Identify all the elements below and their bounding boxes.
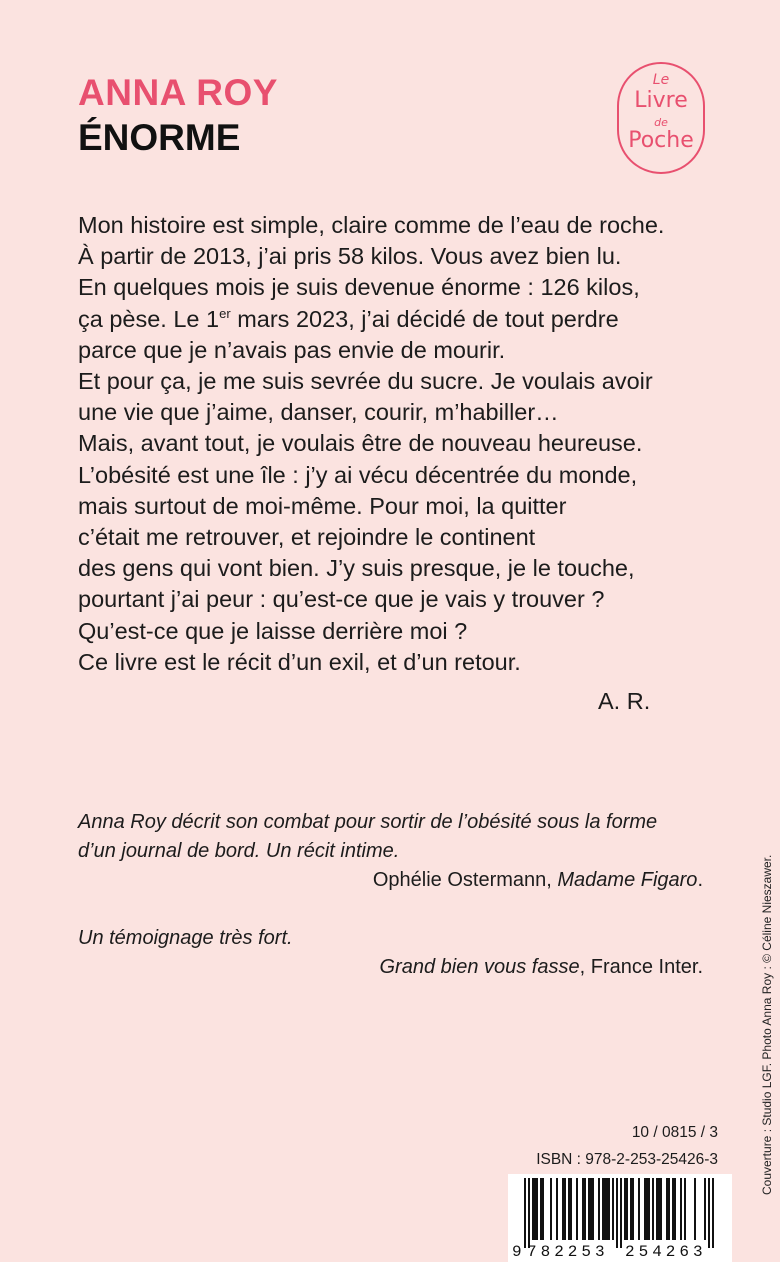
barcode-bar	[680, 1178, 682, 1240]
review-source-publication: Madame Figaro	[557, 869, 698, 891]
author-name: ANNA ROY	[78, 72, 278, 113]
barcode-bar	[524, 1178, 526, 1248]
ordinal-superscript: er	[219, 305, 231, 321]
blurb-line-part: mars 2023, j’ai décidé de tout perdre	[230, 305, 619, 332]
barcode-bar	[542, 1178, 544, 1240]
isbn-number: ISBN : 978-2-253-25426-3	[536, 1151, 718, 1168]
barcode-bar	[656, 1178, 658, 1240]
review-quote-line: Un témoignage très fort.	[78, 927, 293, 949]
barcode-bar	[592, 1178, 594, 1240]
barcode-bar	[674, 1178, 676, 1240]
barcode-bar	[666, 1178, 668, 1240]
barcode-bar	[646, 1178, 648, 1240]
blurb-line: mais surtout de moi-même. Pour moi, la quitter	[78, 492, 567, 519]
barcode-bar	[550, 1178, 552, 1240]
logo-text-le: Le	[652, 72, 670, 88]
barcode-bar	[612, 1178, 614, 1240]
blurb-line: c’était me retrouver, et rejoindre le continent	[78, 524, 536, 551]
press-review	[78, 924, 703, 982]
barcode-bar	[556, 1178, 558, 1240]
barcode-bar	[660, 1178, 662, 1240]
review-source-publication: Grand bien vous fasse	[379, 956, 580, 978]
barcode-bar	[598, 1178, 600, 1240]
barcode-bar	[626, 1178, 628, 1240]
blurb-line: Et pour ça, je me suis sevrée du sucre. Je voulais avoir	[78, 368, 653, 395]
barcode-bar	[568, 1178, 570, 1240]
back-cover-blurb	[78, 210, 718, 678]
barcode-bar	[584, 1178, 586, 1240]
barcode-bar	[608, 1178, 610, 1240]
barcode-bar	[712, 1178, 714, 1248]
publisher-reference: 10 / 0815 / 3	[631, 1124, 718, 1141]
barcode-bar	[668, 1178, 670, 1240]
blurb-line-with-superscript	[78, 304, 718, 335]
barcode-digit-first: 9	[512, 1243, 522, 1261]
blurb-line: Mais, avant tout, je voulais être de nouveau heureuse.	[78, 430, 643, 457]
logo-text-de: de	[654, 116, 668, 129]
press-review	[78, 808, 703, 895]
isbn-barcode	[508, 1174, 732, 1262]
barcode-bar	[604, 1178, 606, 1240]
blurb-line: des gens qui vont bien. J’y suis presque, je le touche,	[78, 555, 635, 582]
barcode-bar	[644, 1178, 646, 1240]
barcode-bar	[564, 1178, 566, 1240]
cover-credit: Couverture : Studio LGF. Photo Anna Roy : © Céline Nieszawer.	[760, 854, 774, 1195]
review-source	[78, 953, 703, 982]
review-source-author: Ophélie Ostermann,	[372, 869, 558, 891]
barcode-bar	[708, 1178, 710, 1248]
logo-text-poche: Poche	[628, 128, 694, 153]
review-source-end: , France Inter.	[579, 956, 703, 978]
book-title: ÉNORME	[78, 117, 241, 158]
barcode-bar	[630, 1178, 632, 1240]
barcode-bar	[536, 1178, 538, 1240]
barcode-bar	[532, 1178, 534, 1240]
barcode-bar	[602, 1178, 604, 1240]
barcode-bar	[534, 1178, 536, 1240]
barcode-bar	[528, 1178, 530, 1248]
barcode-digits-left: 782253	[527, 1243, 609, 1261]
barcode-digits-right: 254263	[625, 1243, 707, 1261]
blurb-line: Mon histoire est simple, claire comme de l’eau de roche.	[78, 212, 665, 238]
barcode-bar	[588, 1178, 590, 1240]
barcode-bar	[638, 1178, 640, 1240]
logo-text-livre: Livre	[634, 88, 688, 113]
review-source-end: .	[697, 869, 703, 891]
barcode-bar	[694, 1178, 696, 1240]
blurb-line: pourtant j’ai peur : qu’est-ce que je vais y trouver ?	[78, 586, 605, 613]
barcode-graphic	[508, 1174, 732, 1262]
barcode-bar	[540, 1178, 542, 1240]
barcode-bar	[616, 1178, 618, 1248]
review-source	[78, 866, 703, 895]
barcode-bar	[658, 1178, 660, 1240]
blurb-line: À partir de 2013, j’ai pris 58 kilos. Vous avez bien lu.	[78, 243, 622, 270]
blurb-line: En quelques mois je suis devenue énorme : 126 kilos,	[78, 274, 640, 301]
barcode-bar	[672, 1178, 674, 1240]
barcode-bar	[648, 1178, 650, 1240]
review-quote-line: Anna Roy décrit son combat pour sortir de l’obésité sous la forme	[78, 811, 658, 833]
barcode-bar	[704, 1178, 706, 1240]
publisher-logo	[617, 62, 705, 174]
barcode-bar	[606, 1178, 608, 1240]
barcode-bar	[590, 1178, 592, 1240]
barcode-bar	[562, 1178, 564, 1240]
blurb-line: Ce livre est le récit d’un exil, et d’un retour.	[78, 648, 521, 675]
review-quote-line: d’un journal de bord. Un récit intime.	[78, 840, 400, 862]
author-signature: A. R.	[598, 688, 651, 714]
blurb-line: L’obésité est une île : j’y ai vécu décentrée du monde,	[78, 461, 638, 488]
barcode-bar	[576, 1178, 578, 1240]
blurb-line-part: ça pèse. Le 1	[78, 305, 220, 332]
blurb-line: une vie que j’aime, danser, courir, m’habiller…	[78, 399, 559, 426]
barcode-bar	[620, 1178, 622, 1248]
barcode-bar	[570, 1178, 572, 1240]
barcode-bar	[684, 1178, 686, 1240]
barcode-bar	[582, 1178, 584, 1240]
blurb-line: parce que je n’avais pas envie de mourir.	[78, 336, 506, 363]
blurb-line: Qu’est-ce que je laisse derrière moi ?	[78, 617, 468, 644]
barcode-bar	[624, 1178, 626, 1240]
barcode-bar	[652, 1178, 654, 1240]
barcode-bar	[632, 1178, 634, 1240]
